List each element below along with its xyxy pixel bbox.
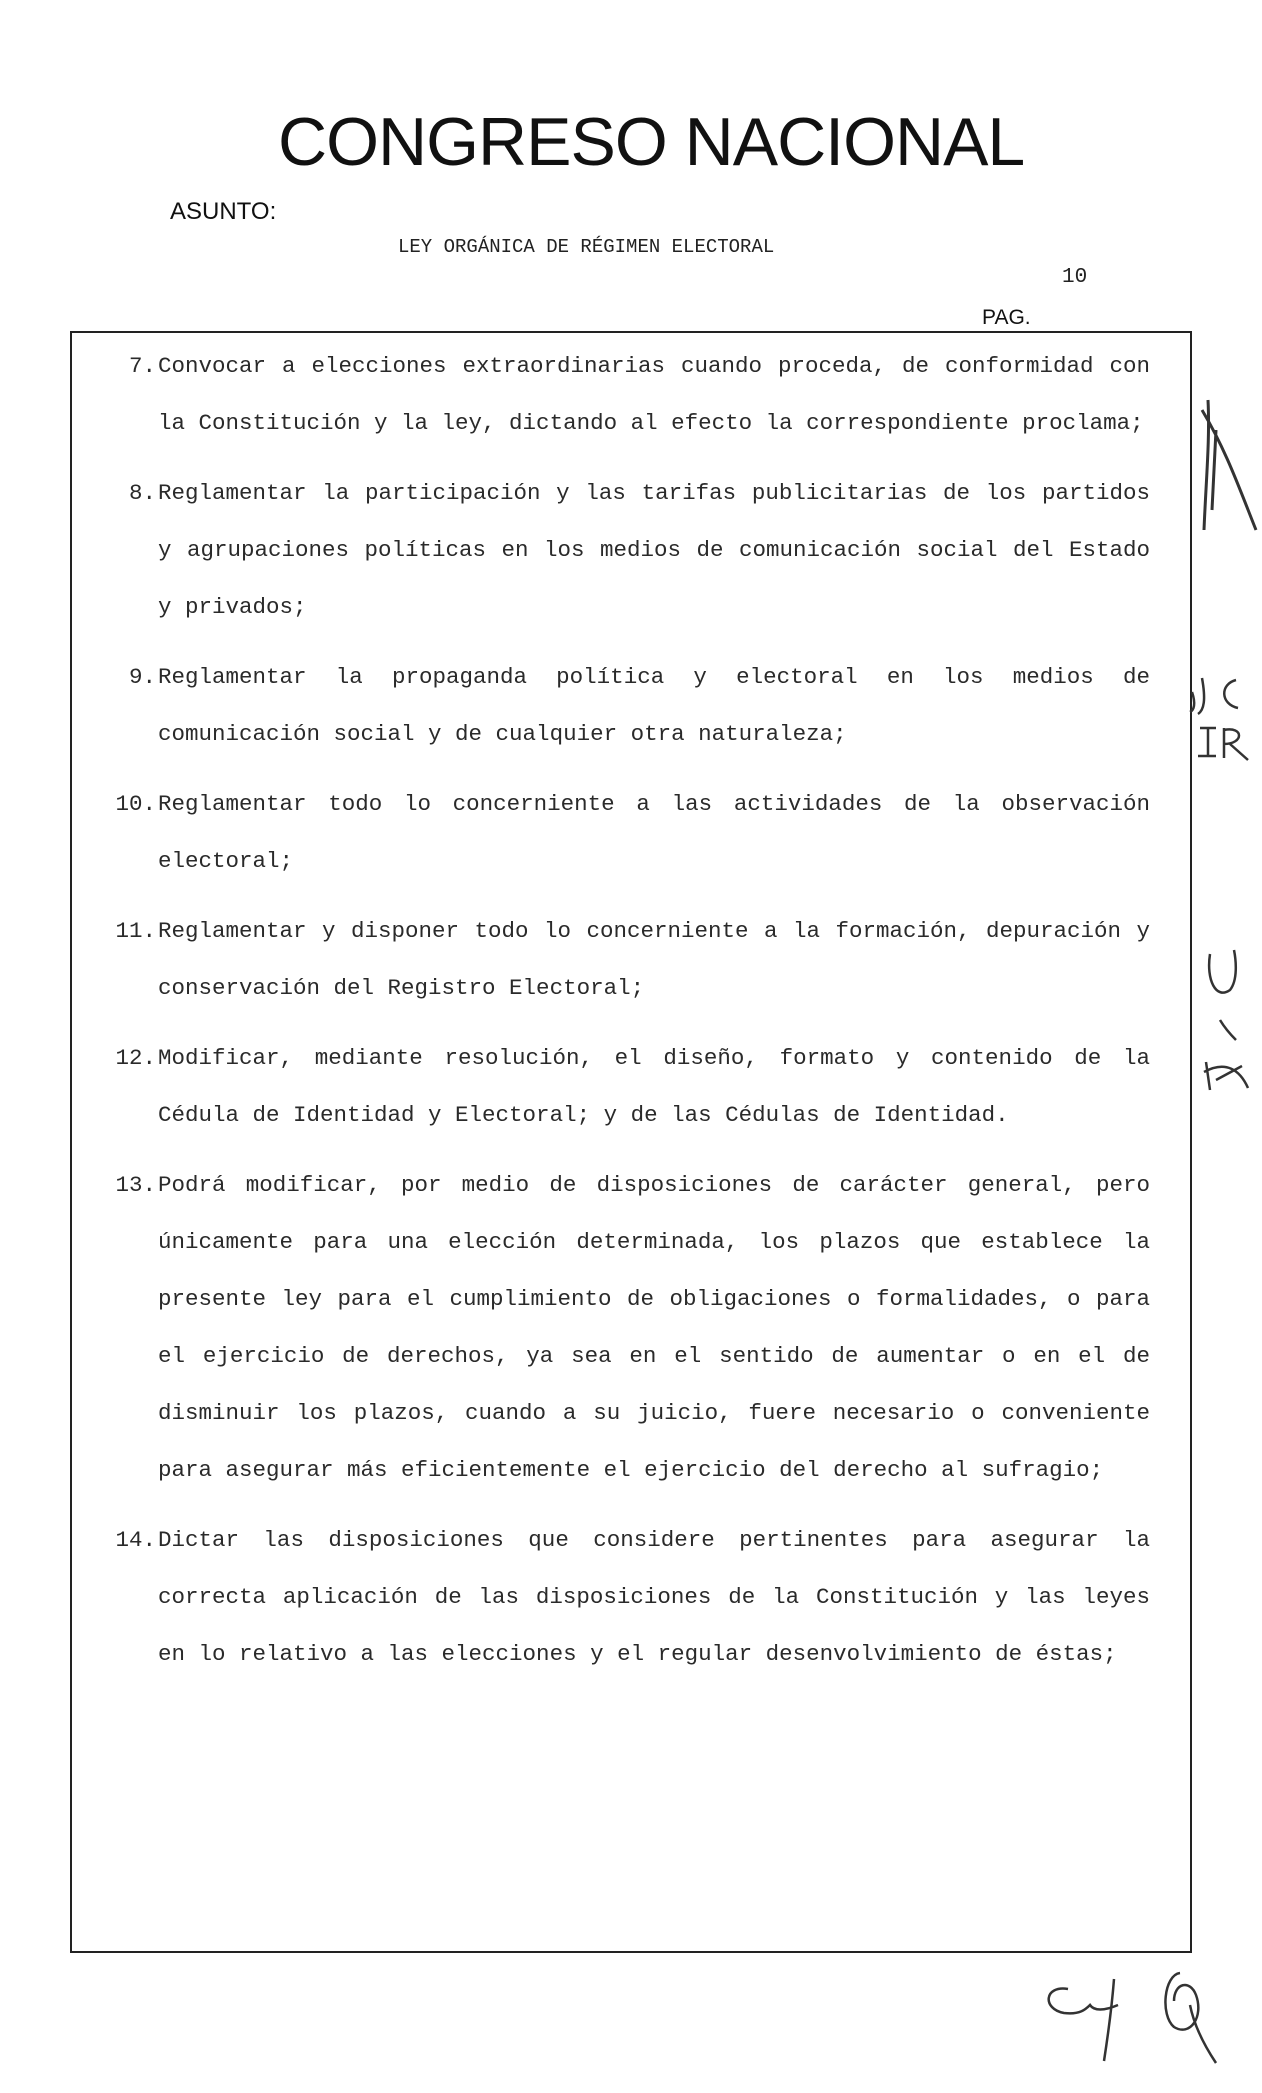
item-text: Reglamentar todo lo concerniente a las actividades de la observación electoral;	[158, 791, 1150, 874]
page-label: PAG.	[982, 306, 1031, 329]
page-number: 10	[1062, 266, 1088, 289]
handwritten-signature-mark	[1196, 940, 1256, 1100]
document-title: CONGRESO NACIONAL	[278, 104, 1025, 180]
article-list	[112, 338, 1150, 1696]
item-number: 12.	[115, 1045, 156, 1071]
item-text: Convocar a elecciones extraordinarias cuando proceda, de conformidad con la Constitución y la ley, dictando al efecto la correspondiente proclama;	[158, 353, 1150, 436]
list-item	[112, 1157, 1150, 1499]
list-item	[112, 1030, 1150, 1144]
asunto-label: ASUNTO:	[170, 198, 277, 225]
item-number: 14.	[115, 1527, 156, 1553]
item-text: Reglamentar la participación y las tarifas publicitarias de los partidos y agrupaciones políticas en los medios de comunicación social del Estado y privados;	[158, 480, 1150, 620]
list-item	[112, 338, 1150, 452]
item-text: Reglamentar la propaganda política y electoral en los medios de comunicación social y de cualquier otra naturaleza;	[158, 664, 1150, 747]
item-number: 13.	[115, 1172, 156, 1198]
item-number: 11.	[115, 918, 156, 944]
item-text: Podrá modificar, por medio de disposiciones de carácter general, pero únicamente para una elección determinada, los plazos que establece la presente ley para el cumplimiento de obligaciones o formalidades, o para el ejercicio de derechos, ya sea en el sentido de aumentar o en el de disminuir los plazos, cuando a su juicio, fuere necesario o conveniente para asegurar más eficientemente el ejercicio del derecho al sufragio;	[158, 1172, 1150, 1483]
list-item	[112, 903, 1150, 1017]
item-text: Dictar las disposiciones que considere pertinentes para asegurar la correcta aplicación de las disposiciones de la Constitución y las leyes en lo relativo a las elecciones y el regular desenvolvimiento de éstas;	[158, 1527, 1150, 1667]
handwritten-initials-mark	[1186, 670, 1262, 770]
handwritten-footer-signature	[1034, 1965, 1234, 2075]
list-item	[112, 1512, 1150, 1683]
item-text: Modificar, mediante resolución, el diseño, formato y contenido de la Cédula de Identidad y Electoral; y de las Cédulas de Identidad.	[158, 1045, 1150, 1128]
handwritten-initial-mark	[1196, 390, 1262, 540]
item-text: Reglamentar y disponer todo lo concerniente a la formación, depuración y conservación del Registro Electoral;	[158, 918, 1150, 1001]
list-item	[112, 776, 1150, 890]
item-number: 8.	[128, 480, 156, 506]
document-subject: LEY ORGÁNICA DE RÉGIMEN ELECTORAL	[398, 236, 775, 258]
item-number: 7.	[128, 353, 156, 379]
list-item	[112, 465, 1150, 636]
list-item	[112, 649, 1150, 763]
item-number: 9.	[128, 664, 156, 690]
item-number: 10.	[115, 791, 156, 817]
